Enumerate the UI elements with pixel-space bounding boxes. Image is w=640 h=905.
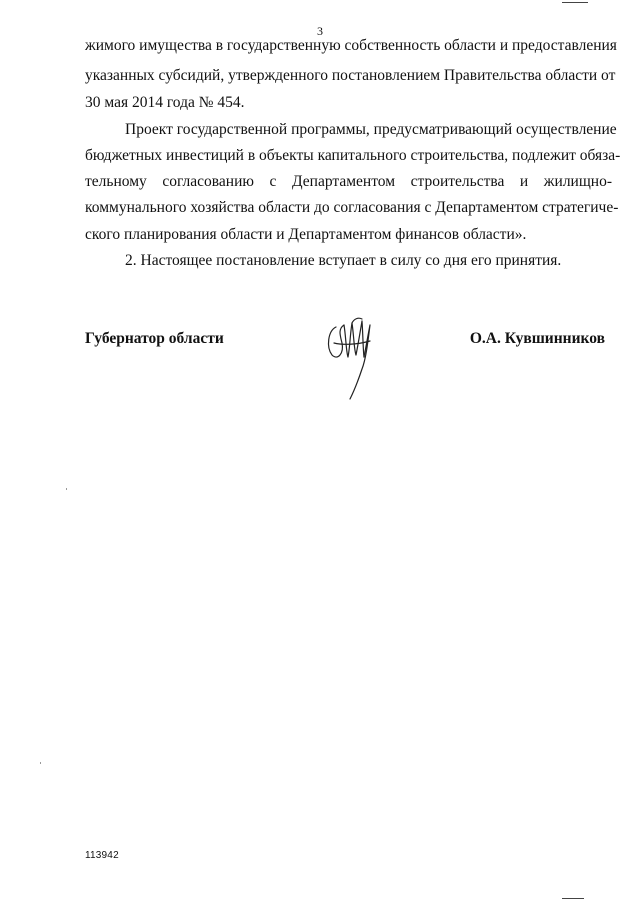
body-line-7: коммунального хозяйства области до согласования с Департаментом стратегиче- xyxy=(85,199,619,216)
body-line-4: Проект государственной программы, предусматривающий осуществление xyxy=(125,121,617,138)
scan-dot-left-2 xyxy=(40,762,41,764)
scan-dot-left-1 xyxy=(66,488,67,490)
body-line-2: указанных субсидий, утвержденного постановлением Правительства области от xyxy=(85,67,616,84)
handwritten-signature xyxy=(322,307,378,403)
signer-title: Губернатор области xyxy=(85,330,224,347)
body-line-1: жимого имущества в государственную собственность области и предоставления xyxy=(85,37,617,54)
scan-mark-top-right xyxy=(562,2,588,3)
body-line-6: тельному согласованию с Департаментом строительства и жилищно- xyxy=(85,173,612,190)
signer-name: О.А. Кувшинников xyxy=(469,330,605,347)
page-number: 3 xyxy=(317,24,323,38)
body-line-9: 2. Настоящее постановление вступает в силу со дня его принятия. xyxy=(125,252,562,269)
body-line-5: бюджетных инвестиций в объекты капитального строительства, подлежит обяза- xyxy=(85,147,621,164)
scan-mark-bottom-right xyxy=(562,898,584,899)
body-line-8: ского планирования области и Департаментом финансов области». xyxy=(85,226,527,243)
body-line-3: 30 мая 2014 года № 454. xyxy=(85,94,245,111)
document-code: 113942 xyxy=(85,850,119,861)
